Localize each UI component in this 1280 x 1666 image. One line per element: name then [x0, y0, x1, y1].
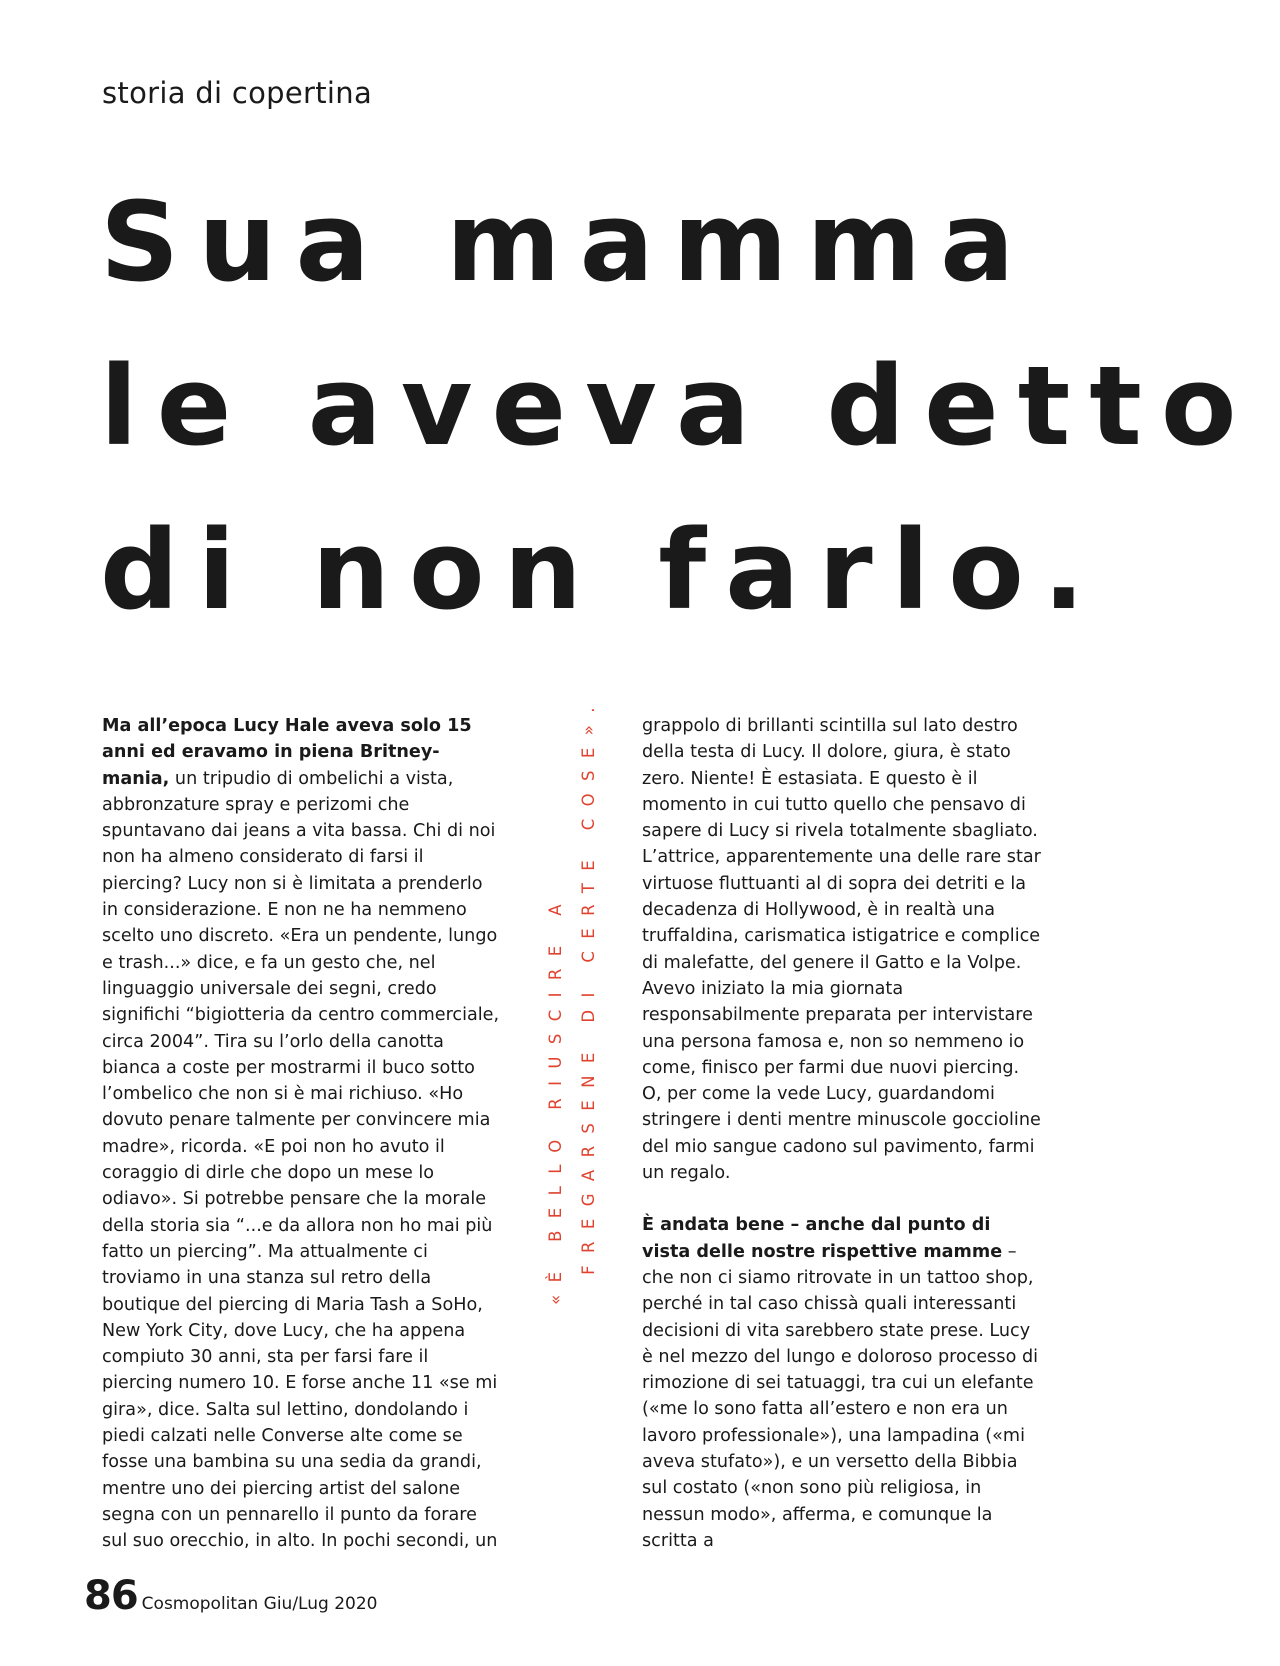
paragraph-text: un tripudio di ombelichi a vista, abbronzature spray e perizomi che spuntavano dai jeans a vita bassa. Chi di noi non ha almeno considerato di farsi il piercing? Lucy non si è limitata a prenderlo in considerazione. E non ne ha nemmeno scelto uno discreto. «Era un pendente, lungo e trash...» dice, e fa un gesto che, nel linguaggio universale dei segni, credo significhi “bigiotteria da centro commerciale, circa 2004”. Tira su l’orlo della canotta bianca a coste per mostrarmi il buco sotto l’ombelico che non si è mai richiuso. «Ho dovuto penare talmente per convincere mia madre», ricorda. «E poi non ho avuto il coraggio di dirle che dopo un mese lo odiavo». Si potrebbe pensare che la morale della storia sia “...e da allora non ho mai più fatto un piercing”. Ma attualmente ci troviamo in una stanza sul retro della boutique del piercing di Maria Tash a SoHo, New York City, dove Lucy, che ha appena compiuto 30 anni, sta per farsi fare il piercing numero 10. E forse anche 11 «se mi gira», dice. Salta sul lettino, dondolando i piedi calzati nelle Converse alte come se fosse una bambina su una sedia da grandi, mentre uno dei piercing artist del salone segna con un pennarello il punto da forare sul suo orecchio, in alto. In pochi secondi, un	[102, 768, 500, 1552]
magazine-issue: Cosmopolitan Giu/Lug 2020	[141, 1594, 378, 1614]
lead-in: Ma all’epoca Lucy Hale aveva solo 15 anni ed eravamo in piena Britney-mania,	[102, 716, 472, 789]
article-paragraph: grappolo di brillanti scintilla sul lato destro della testa di Lucy. Il dolore, giura, è stato zero. Niente! È estasiata. E questo è il momento in cui tutto quello che pensavo di sapere di Lucy si rivela totalmente sbagliato. L’attrice, apparentemente una delle rare star virtuose fluttuanti al di sopra dei detriti e la decadenza di Hollywood, è in realtà una truffaldina, carismatica istigatrice e complice di malefatte, del genere il Gatto e la Volpe. Avevo iniziato la mia giornata responsabilmente preparata per intervistare una persona famosa e, non so nemmeno io come, finisco per farmi due nuovi piercing. O, per come la vede Lucy, guardandomi stringere i denti mentre minuscole goccioline del mio sangue cadono sul pavimento, farmi un regalo.	[642, 716, 1041, 1184]
headline	[100, 160, 1255, 652]
article-column-2	[642, 713, 1042, 1554]
headline-line-3: di non farlo.	[100, 506, 1104, 634]
page-number: 86	[84, 1573, 138, 1619]
headline-line-1: Sua mamma	[100, 178, 1034, 306]
article-paragraph	[642, 1212, 1042, 1554]
section-kicker: storia di copertina	[102, 76, 373, 110]
article-paragraph	[102, 713, 502, 1555]
paragraph-text: – che non ci siamo ritrovate in un tattoo shop, perché in tal caso chissà quali interessanti decisioni di vita sarebbero state prese. Lucy è nel mezzo del lungo e doloroso processo di rimozione di sei tatuaggi, tra cui un elefante («me lo sono fatta all’estero e non era un lavoro professionale»), una lampadina («mi aveva stufato»), e un versetto della Bibbia sul costato («non sono più religiosa, in nessun modo», afferma, e comunque la scritta a	[642, 1241, 1039, 1551]
pull-quote-line-1: «È BELLO RIUSCIRE A	[546, 892, 565, 1305]
lead-in: È andata bene – anche dal punto di vista delle nostre rispettive mamme	[642, 1215, 1003, 1262]
headline-line-2: le aveva detto	[100, 342, 1256, 470]
page-footer	[84, 1573, 377, 1619]
pull-quote-line-2: FREGARSENE DI CERTE COSE».	[579, 695, 598, 1275]
article-column-1	[102, 713, 502, 1555]
